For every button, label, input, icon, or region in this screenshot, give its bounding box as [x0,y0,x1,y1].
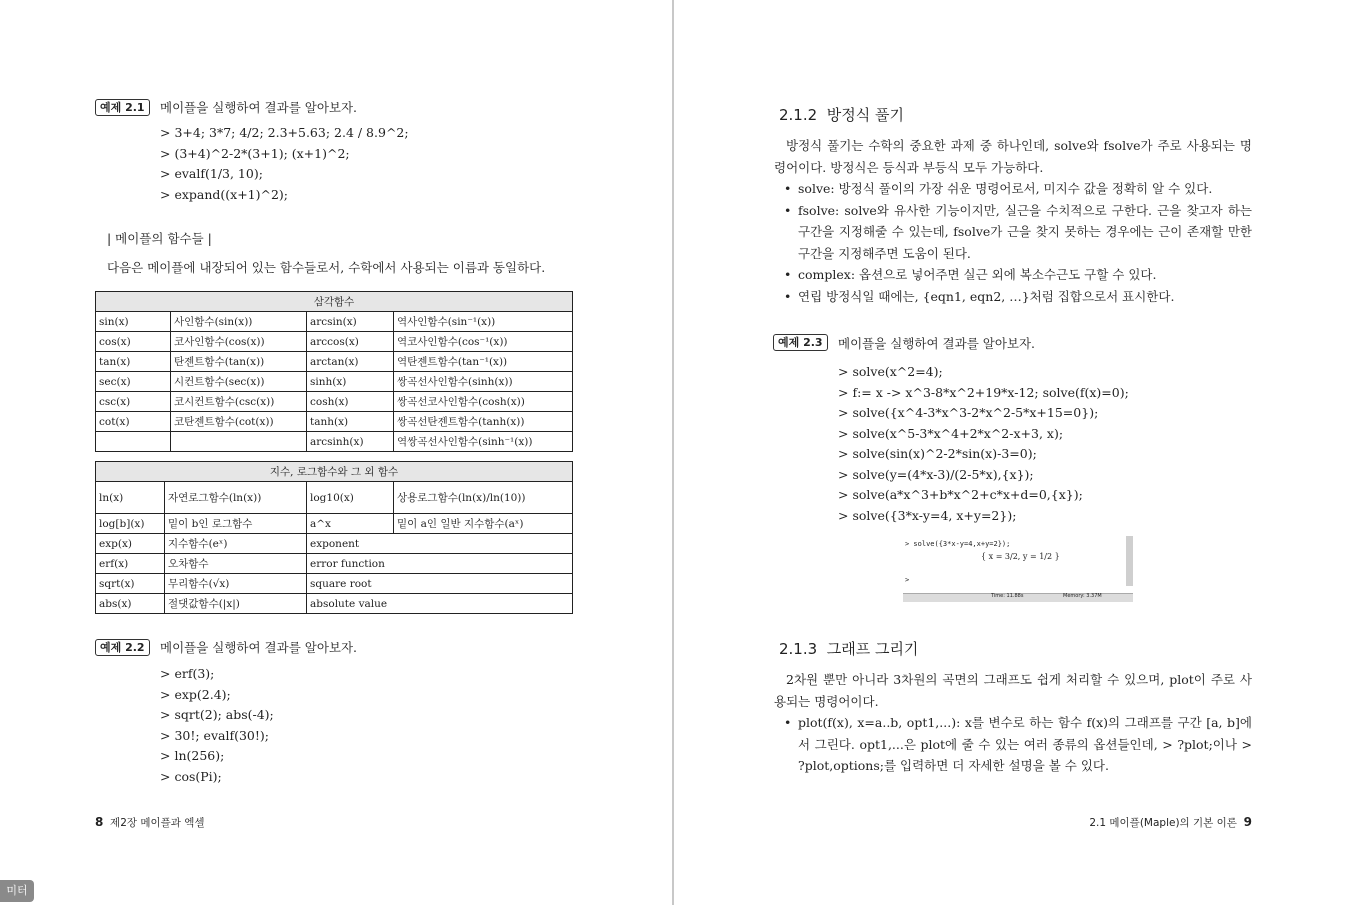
section-heading [779,638,918,659]
table-header: 지수, 로그함수와 그 외 함수 [96,462,573,482]
code-line: > solve(x^5-3*x^4+2*x^2-x+3, x); [838,425,1064,441]
table-cell: sinh(x) [307,372,394,392]
table-cell: cos(x) [96,332,171,352]
table-cell: 코시컨트함수(csc(x)) [171,392,307,412]
list-item: • fsolve: solve와 유사한 기능이지만, 실근을 수치적으로 구한다. 근을 찾고자 하는 구간을 지정해줄 수 있는데, fsolve가 근을 찾지 못하는 경우에는 근이 존재할 만한 구간을 지정해주면 도움이 된다. [780,200,1252,265]
table-cell: arcsin(x) [307,312,394,332]
table-cell: sin(x) [96,312,171,332]
bullet-list [780,178,1252,307]
bullet-list [780,712,1252,777]
list-item: • 연립 방정식일 때에는, {eqn1, eqn2, …}처럼 집합으로서 표시한다. [780,286,1252,308]
table-cell: arcsinh(x) [307,432,394,452]
list-item: • plot(f(x), x=a..b, opt1,...): x를 변수로 하는 함수 f(x)의 그래프를 구간 [a, b]에서 그린다. opt1,...은 plot에 줄 수 있는 여러 종류의 옵션들인데, > ?plot;이나 > ?plot,options;를 입력하면 더 자세한 설명을 볼 수 있다. [780,712,1252,777]
table-cell: csc(x) [96,392,171,412]
example-title: 메이플을 실행하여 결과를 알아보자. [160,640,358,655]
table-row [96,412,573,432]
functions-intro: 다음은 메이플에 내장되어 있는 함수들로서, 수학에서 사용되는 이름과 동일하다. [107,260,546,275]
table-cell: 시컨트함수(sec(x)) [171,372,307,392]
example-label: 예제 2.3 [773,334,828,351]
table-cell: 역쌍곡선사인함수(sinh⁻¹(x)) [394,432,573,452]
code-line: > solve(x^2=4); [838,364,943,379]
table-cell: 코사인함수(cos(x)) [171,332,307,352]
table-cell: 쌍곡선탄젠트함수(tanh(x)) [394,412,573,432]
table-cell: exponent [307,534,573,554]
code-line: > f:= x -> x^3-8*x^2+19*x-12; solve(f(x)=0); [838,384,1129,400]
code-line: > solve(y=(4*x-3)/(2-5*x),{x}); [838,466,1034,482]
table-cell: 상용로그함수(ln(x)/ln(10)) [394,482,573,514]
status-time: Time: 11.88s [991,593,1024,599]
table-cell: 무리함수(√x) [165,574,307,594]
example-label: 예제 2.1 [95,99,150,116]
corner-badge[interactable]: 미터 [0,880,34,902]
table-cell: abs(x) [96,594,165,614]
table-cell: log10(x) [307,482,394,514]
table-row [96,392,573,412]
list-item: • complex: 옵션으로 넣어주면 실근 외에 복소수근도 구할 수 있다. [780,264,1252,286]
table-cell: error function [307,554,573,574]
table-cell: 사인함수(sin(x)) [171,312,307,332]
worksheet-result: { x = 3/2, y = 1/2 } [981,552,1060,561]
code-line: > cos(Pi); [160,768,222,784]
table-cell: 지수함수(eˣ) [165,534,307,554]
code-block [160,123,409,205]
table-cell: ln(x) [96,482,165,514]
table-row [96,482,573,514]
page-footer [1089,815,1252,830]
page-footer [95,815,205,830]
table-cell [96,432,171,452]
chapter-title: 제2장 메이플과 엑셀 [110,817,205,829]
table-cell: exp(x) [96,534,165,554]
table-cell: square root [307,574,573,594]
list-item: • solve: 방정식 풀이의 가장 쉬운 명령어로서, 미지수 값을 정확히 알 수 있다. [780,178,1252,200]
table-row [96,332,573,352]
table-cell: 쌍곡선코사인함수(cosh(x)) [394,392,573,412]
code-block [160,664,274,787]
section-number: 2.1.3 [779,640,818,658]
table-row [96,594,573,614]
table-cell: sec(x) [96,372,171,392]
table-cell: 밑이 b인 로그함수 [165,514,307,534]
table-cell: 역탄젠트함수(tan⁻¹(x)) [394,352,573,372]
log-function-table [95,461,573,614]
table-cell: 절댓값함수(|x|) [165,594,307,614]
table-cell: arctan(x) [307,352,394,372]
code-line: > solve(a*x^3+b*x^2+c*x+d=0,{x}); [838,487,1083,502]
table-cell: 밑이 a인 일반 지수함수(aˣ) [394,514,573,534]
table-cell: 코탄젠트함수(cot(x)) [171,412,307,432]
example-label: 예제 2.2 [95,639,150,656]
code-line: > evalf(1/3, 10); [160,166,263,181]
code-line: > (3+4)^2-2*(3+1); (x+1)^2; [160,145,350,161]
section-number: 2.1.2 [779,106,818,124]
code-line: > exp(2.4); [160,686,231,702]
table-cell: cosh(x) [307,392,394,412]
table-cell: 역코사인함수(cos⁻¹(x)) [394,332,573,352]
table-cell: erf(x) [96,554,165,574]
table-cell: 오차함수 [165,554,307,574]
table-row [96,554,573,574]
section-title: 2.1 메이플(Maple)의 기본 이론 [1089,817,1237,829]
table-cell: cot(x) [96,412,171,432]
trig-function-table [95,291,573,452]
worksheet-command: > solve({3*x-y=4,x+y=2}); [905,540,1011,548]
table-row [96,372,573,392]
table-cell: log[b](x) [96,514,165,534]
code-block [838,362,1129,526]
code-line: > solve({x^4-3*x^3-2*x^2-5*x+15=0}); [838,405,1099,420]
table-cell [171,432,307,452]
table-row [96,312,573,332]
table-cell: absolute value [307,594,573,614]
code-line: > 30!; evalf(30!); [160,727,269,743]
code-line: > ln(256); [160,748,225,763]
status-memory: Memory: 3.37M [1063,593,1102,599]
page-number: 8 [95,815,104,829]
table-cell: tan(x) [96,352,171,372]
table-cell: tanh(x) [307,412,394,432]
table-cell: 자연로그함수(ln(x)) [165,482,307,514]
table-header: 삼각함수 [96,292,573,312]
functions-heading: | 메이플의 함수들 | [107,231,212,246]
section-title: 방정식 풀기 [826,106,904,124]
table-cell: 쌍곡선사인함수(sinh(x)) [394,372,573,392]
table-cell: 탄젠트함수(tan(x)) [171,352,307,372]
right-page [674,0,1346,905]
code-line: > erf(3); [160,666,215,681]
section-title: 그래프 그리기 [826,640,919,658]
status-bar [903,593,1133,602]
table-cell: a^x [307,514,394,534]
section-heading [779,104,904,125]
example-title: 메이플을 실행하여 결과를 알아보자. [160,100,358,115]
worksheet-prompt: > [905,576,910,584]
table-row [96,352,573,372]
table-cell: arccos(x) [307,332,394,352]
left-page [0,0,672,905]
page-number: 9 [1243,815,1252,829]
scrollbar[interactable] [1126,536,1133,586]
code-line: > solve({3*x-y=4, x+y=2}); [838,507,1017,523]
section-paragraph: 2차원 뿐만 아니라 3차원의 곡면의 그래프도 쉽게 처리할 수 있으며, plot이 주로 사용되는 명령어이다. [774,672,1252,709]
code-line: > expand((x+1)^2); [160,186,289,202]
code-line: > sqrt(2); abs(-4); [160,707,274,722]
maple-screenshot [903,536,1133,602]
table-row [96,574,573,594]
example-title: 메이플을 실행하여 결과를 알아보자. [838,336,1036,351]
table-cell: sqrt(x) [96,574,165,594]
table-cell: 역사인함수(sin⁻¹(x)) [394,312,573,332]
code-line: > 3+4; 3*7; 4/2; 2.3+5.63; 2.4 / 8.9^2; [160,125,409,140]
table-row [96,514,573,534]
section-paragraph: 방정식 풀기는 수학의 중요한 과제 중 하나인데, solve와 fsolve가 주로 사용되는 명령어이다. 방정식은 등식과 부등식 모두 가능하다. [774,138,1252,175]
code-line: > solve(sin(x)^2-2*sin(x)-3=0); [838,446,1037,461]
table-row [96,534,573,554]
table-row [96,432,573,452]
